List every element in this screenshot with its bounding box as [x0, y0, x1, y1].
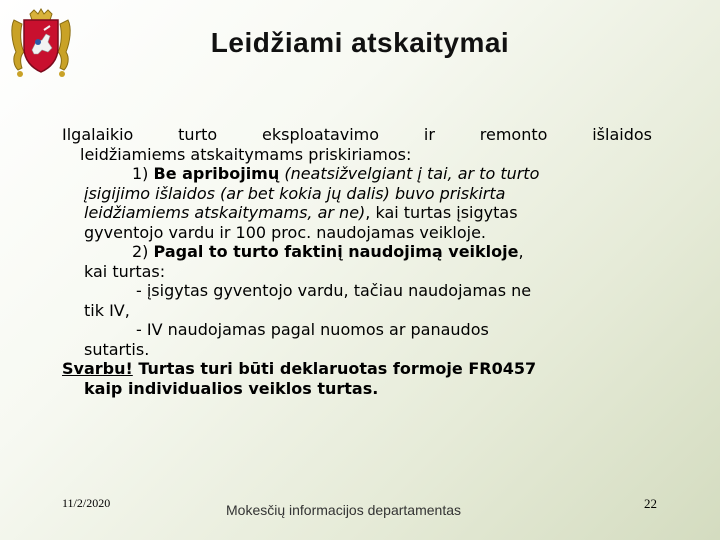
footer-date: 11/2/2020	[62, 496, 111, 510]
point-1-cont: gyventojo vardu ir 100 proc. naudojamas veikloje.	[84, 222, 487, 242]
slide-title: Leidžiami atskaitymai	[210, 27, 510, 58]
point-1-cont: įsigijimo išlaidos (ar bet kokia jų dalis) buvo priskirta	[84, 183, 506, 203]
body-line: Ilgalaikio turto eksploatavimo ir remonto išlaidos	[62, 125, 652, 144]
page-number: 22	[644, 496, 657, 511]
point-2: 2) Pagal to turto faktinį naudojimą veikloje,	[132, 242, 524, 261]
dash-item-1: - įsigytas gyventojo vardu, tačiau naudojamas ne	[136, 281, 532, 300]
dash-item-2: - IV naudojamas pagal nuomos ar panaudos	[136, 320, 489, 339]
body-line: leidžiamiems atskaitymams priskiriamos:	[80, 144, 412, 164]
dash-item-2-cont: sutartis.	[84, 339, 150, 359]
dash-item-1-cont: tik IV,	[84, 300, 130, 320]
footer-department: Mokesčių informacijos departamentas	[226, 502, 461, 518]
point-1: 1) Be apribojimų (neatsižvelgiant į tai, ar to turto	[132, 164, 540, 183]
slide-body	[62, 125, 652, 398]
important-note-cont: kaip individualios veiklos turtas.	[84, 378, 379, 398]
important-note: Svarbu! Turtas turi būti deklaruotas formoje FR0457	[62, 359, 537, 378]
point-2-cont: kai turtas:	[84, 261, 166, 281]
point-1-cont: leidžiamiems atskaitymams, ar ne), kai turtas įsigytas	[84, 203, 518, 222]
